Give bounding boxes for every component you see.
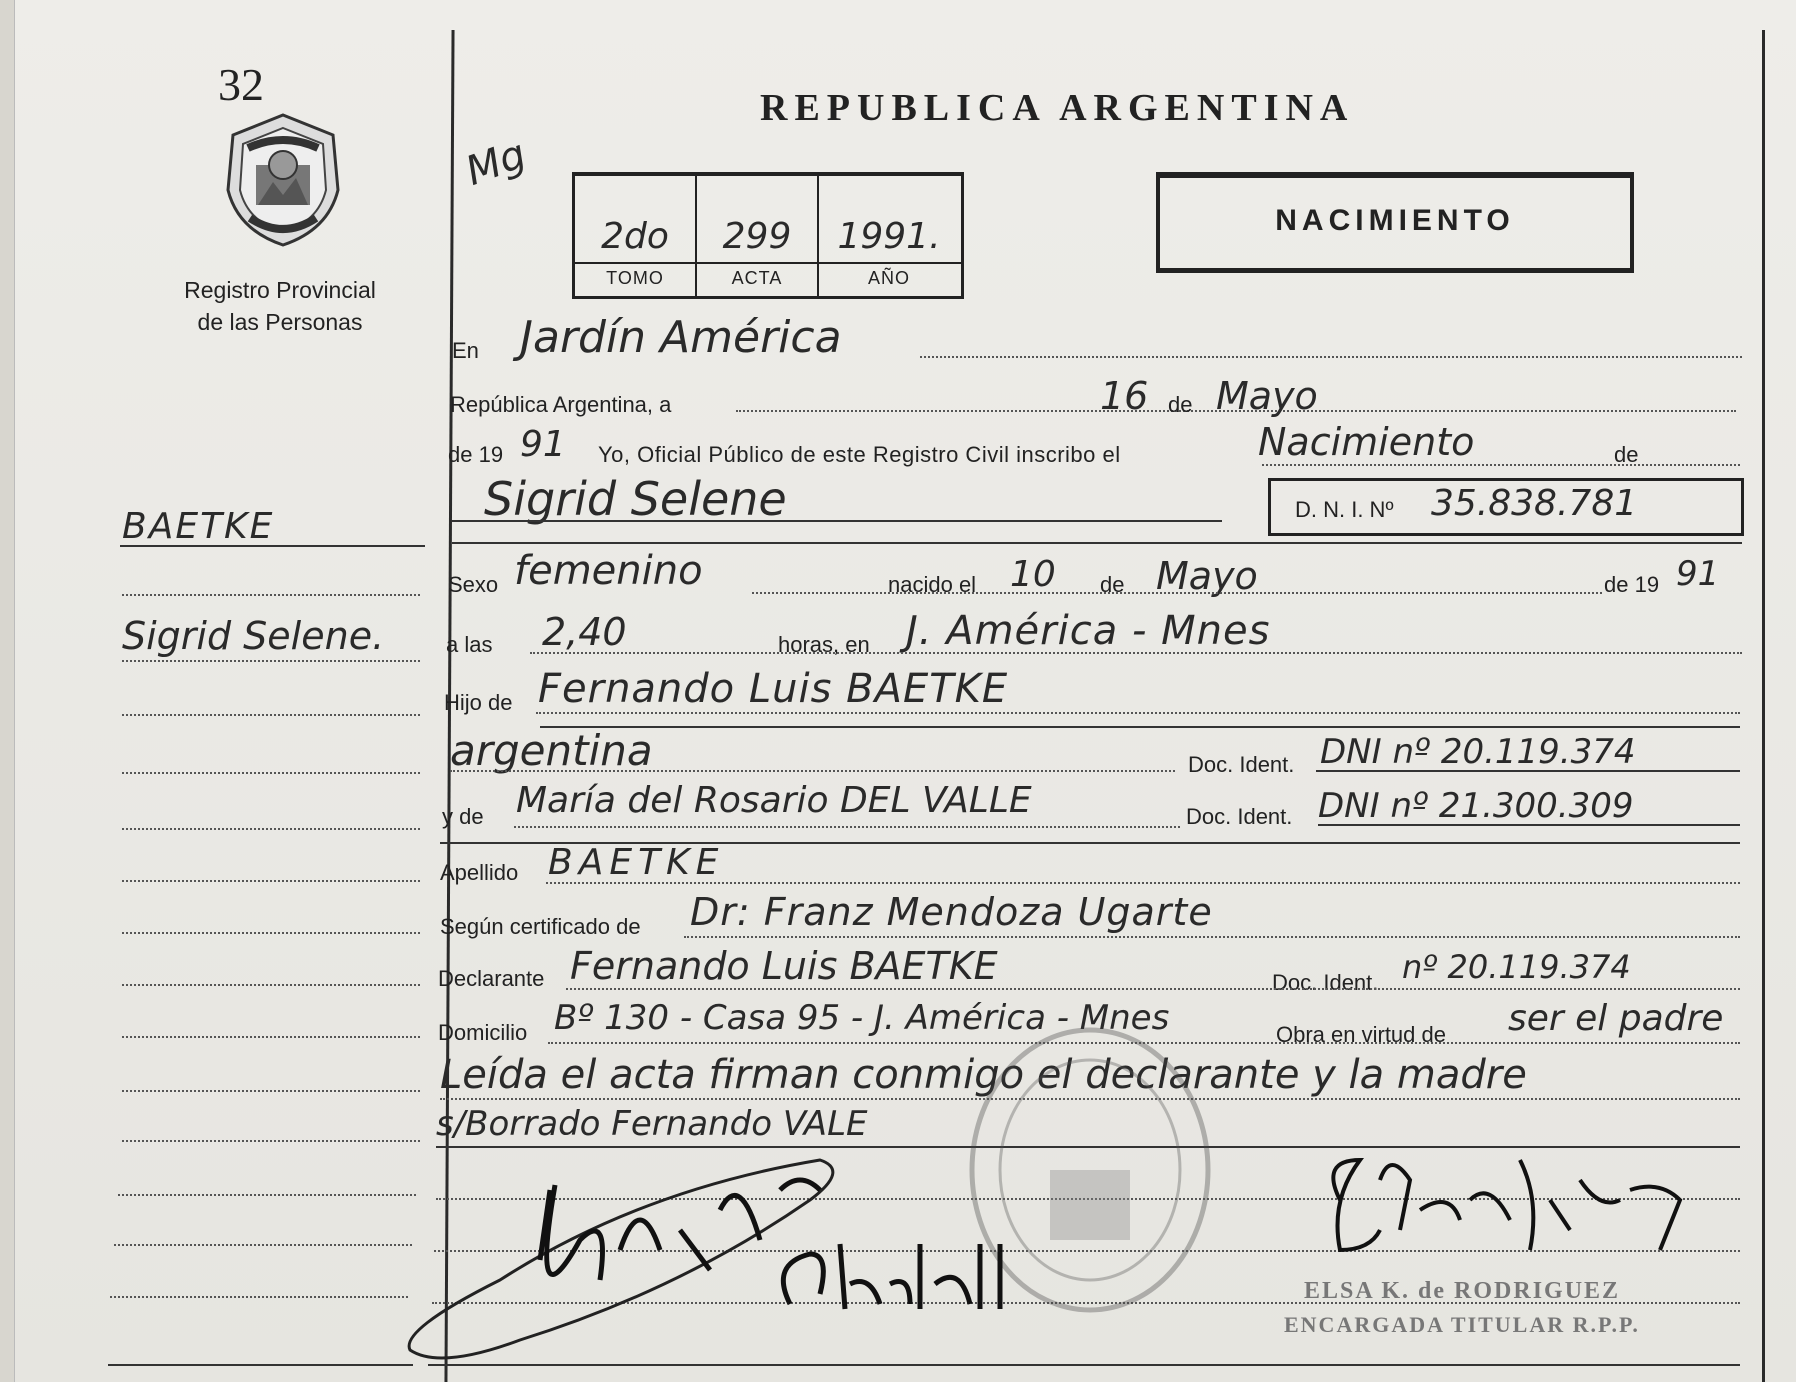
margin-line <box>120 545 425 547</box>
year-suffix: 91 <box>520 424 566 465</box>
republica-label: República Argentina, a <box>450 392 672 417</box>
month-value: Mayo <box>1216 374 1318 418</box>
obra-label: Obra en virtud de <box>1276 1022 1446 1047</box>
birth-year-suffix: 91 <box>1676 554 1720 594</box>
mother-signature-icon <box>770 1224 1030 1334</box>
doc-ident-label-3: Doc. Ident. <box>1272 970 1379 995</box>
hijo-label: Hijo de <box>444 690 513 715</box>
tomo-label: TOMO <box>606 268 664 288</box>
declarante-label: Declarante <box>438 966 545 991</box>
statement-text: Yo, Oficial Público de este Registro Civil inscribo el <box>598 442 1121 467</box>
birth-day-value: 10 <box>1010 554 1056 595</box>
sexo-label: Sexo <box>448 572 499 597</box>
dni-label: D. N. I. Nº <box>1295 497 1394 522</box>
doctor-value: Dr: Franz Mendoza Ugarte <box>690 890 1213 934</box>
father-line-2 <box>540 726 1740 728</box>
nacido-label: nacido el <box>888 572 977 597</box>
birth-year-prefix: de 19 <box>1604 572 1660 597</box>
official-title: ENCARGADA TITULAR R.P.P. <box>1284 1312 1640 1337</box>
birth-place-line <box>530 652 1742 654</box>
child-name-line <box>452 520 1222 522</box>
dni-value: 35.838.781 <box>1431 483 1638 524</box>
doc-ident-label-2: Doc. Ident. <box>1186 804 1293 829</box>
act-line <box>1262 464 1740 466</box>
mother-value: María del Rosario DEL VALLE <box>516 780 1032 821</box>
column-divider-right <box>1762 30 1765 1382</box>
de-label-2: de <box>1614 442 1639 467</box>
domicilio-label: Domicilio <box>438 1020 528 1045</box>
registry-name-line2: de las Personas <box>197 309 363 335</box>
place-line <box>920 356 1742 358</box>
dni-box <box>1268 478 1744 536</box>
act-type-box <box>1156 172 1634 273</box>
act-type-label: NACIMIENTO <box>1275 204 1515 237</box>
official-signature-icon <box>1300 1140 1720 1280</box>
y-de-label: y de <box>442 804 484 829</box>
apellido-line <box>546 882 1740 884</box>
apellido-label: Apellido <box>440 860 519 885</box>
anio-label: AÑO <box>867 268 910 288</box>
clerk-initials: Mg <box>459 131 532 195</box>
country-title: REPUBLICA ARGENTINA <box>760 87 1355 129</box>
day-value: 16 <box>1100 374 1149 418</box>
de-label-3: de <box>1100 572 1125 597</box>
hour-value: 2,40 <box>542 610 627 654</box>
margin-surname: BAETKE <box>122 506 275 547</box>
de-label: de <box>1168 392 1193 417</box>
margin-given-names: Sigrid Selene. <box>122 614 385 658</box>
remarks-line2: s/Borrado Fernando VALE <box>436 1104 868 1144</box>
child-name-line-2 <box>452 542 1742 544</box>
anio-value: 1991. <box>837 216 941 257</box>
apellido-value: BAETKE <box>548 842 725 883</box>
act-value: Nacimiento <box>1258 420 1475 464</box>
acta-value: 299 <box>722 216 792 257</box>
registry-name-line1: Registro Provincial <box>184 277 376 303</box>
registry-name <box>150 274 410 338</box>
year-prefix: de 19 <box>448 442 504 467</box>
record-box <box>572 172 964 299</box>
nationality-line <box>450 770 1175 772</box>
horas-label: horas, en <box>778 632 870 657</box>
father-doc-line <box>1316 770 1740 772</box>
a-las-label: a las <box>446 632 493 657</box>
remarks-line1: Leída el acta firman conmigo el declarante y la madre <box>440 1052 1527 1098</box>
father-doc-value: DNI nº 20.119.374 <box>1320 732 1636 772</box>
sexo-line <box>752 592 1602 594</box>
obra-value: ser el padre <box>1508 998 1724 1039</box>
mother-line <box>514 826 1180 828</box>
birth-place-value: J. América - Mnes <box>906 608 1271 654</box>
declarante-value: Fernando Luis BAETKE <box>570 944 998 988</box>
doctor-line <box>684 936 1740 938</box>
certificado-label: Según certificado de <box>440 914 641 939</box>
father-line <box>536 712 1740 714</box>
province-seal-icon <box>218 110 348 250</box>
mother-doc-value: DNI nº 21.300.309 <box>1318 786 1634 826</box>
official-name: ELSA K. de RODRIGUEZ <box>1304 1278 1621 1304</box>
sexo-value: femenino <box>514 548 703 594</box>
acta-label: ACTA <box>731 268 783 288</box>
doc-ident-label: Doc. Ident. <box>1188 752 1295 777</box>
father-value: Fernando Luis BAETKE <box>538 666 1009 712</box>
place-value: Jardín América <box>520 312 842 363</box>
page-number: 32 <box>218 59 264 110</box>
page-left-edge <box>0 0 15 1382</box>
domicilio-value: Bº 130 - Casa 95 - J. América - Mnes <box>554 998 1170 1038</box>
tomo-value: 2do <box>601 216 669 257</box>
declarante-line <box>566 988 1740 990</box>
en-label: En <box>452 338 479 363</box>
child-name: Sigrid Selene <box>484 472 787 526</box>
birth-month-value: Mayo <box>1156 554 1258 598</box>
nationality-value: argentina <box>450 726 653 775</box>
mother-doc-line <box>1318 824 1740 826</box>
declarante-doc-value: nº 20.119.374 <box>1402 948 1631 986</box>
